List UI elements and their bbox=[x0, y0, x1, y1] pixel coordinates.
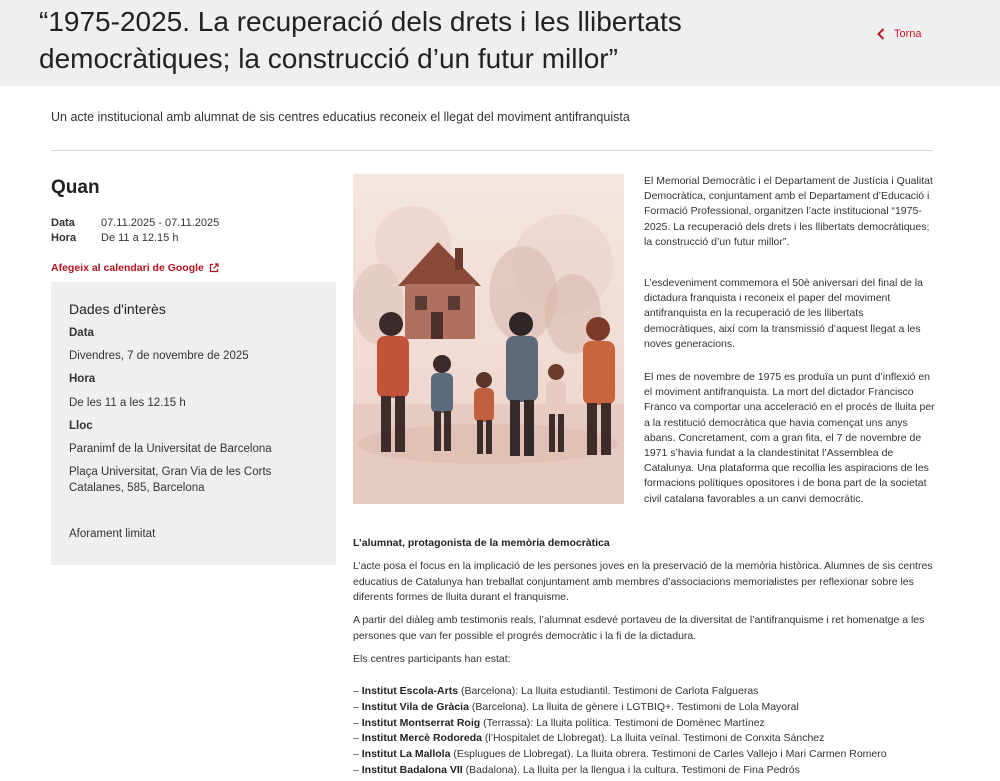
when-heading: Quan bbox=[51, 177, 100, 198]
when-date-label: Data bbox=[51, 217, 75, 229]
details-place-label: Lloc bbox=[69, 420, 93, 432]
list-bullet: – bbox=[353, 748, 362, 761]
back-link[interactable] bbox=[877, 28, 922, 40]
list-item bbox=[353, 763, 953, 779]
centre-name: Institut La Mallola bbox=[361, 748, 451, 761]
centre-description: (Badalona). La lluita per la llengua i la cultura. Testimoni de Fina Pedrós bbox=[462, 763, 800, 776]
details-date-label: Data bbox=[69, 327, 94, 339]
body-paragraph-4: L’acte posa el focus en la implicació de les persones joves en la preservació de la memòria històrica. Alumnes de sis centres educatius de Catalunya han treballat conjuntament amb membres d’associacions memorialistes per reflexionar sobre les diferents formes de lluita durant el franquisme. bbox=[353, 560, 933, 604]
when-time-row bbox=[51, 232, 178, 244]
body-paragraph-5: A partir del diàleg amb testimonis reals, l’alumnat esdevé portaveu de la diversitat de l’antifranquisme i ret homenatge a les persones que van fer possible el progrés democràtic i la fi de la dictadura. bbox=[353, 614, 925, 642]
centre-name: Institut Montserrat Roig bbox=[361, 716, 481, 729]
list-bullet: – bbox=[353, 685, 362, 697]
details-address-line1: Plaça Universitat, Gran Via de les Corts bbox=[69, 466, 272, 478]
section-heading: L’alumnat, protagonista de la memòria democràtica bbox=[353, 537, 610, 549]
page-subtitle: Un acte institucional amb alumnat de sis centres educatius reconeix el llegat del moviment antifranquista bbox=[51, 110, 630, 124]
list-bullet: – bbox=[353, 763, 362, 776]
list-item bbox=[353, 747, 953, 763]
centre-description: (Barcelona): La lluita estudiantil. Testimoni de Carlota Falgueras bbox=[458, 685, 759, 697]
details-box bbox=[51, 282, 336, 565]
details-date-value: Divendres, 7 de novembre de 2025 bbox=[69, 350, 249, 362]
body-paragraph-3: El mes de novembre de 1975 es produïa un punt d’inflexió en el moviment antifranquista. La mort del dictador Francisco Franco va comportar una acceleració en el procés de lluita per a la restitució democràtica que havia començat uns anys abans. Concretament, com a gran fita, el 7 de novembre de 1971 s’havia fundat a la clandestinitat l’Assemblea de Catalunya. Una plataforma que recollia les aspiracions de les formacions polítiques opositores i de bona part de la societat civil catalana favorables a un canvi democràtic. bbox=[644, 371, 935, 505]
details-capacity: Aforament limitat bbox=[69, 528, 156, 540]
centre-description: (Barcelona). La lluita de gènere i LGTBIQ+. Testimoni de Lola Mayoral bbox=[468, 700, 799, 713]
centre-name: Institut Vila de Gràcia bbox=[361, 700, 469, 713]
details-place-name: Paranimf de la Universitat de Barcelona bbox=[69, 443, 272, 455]
event-illustration bbox=[353, 174, 624, 504]
when-time-value: De 11 a 12.15 h bbox=[101, 232, 179, 244]
centres-list bbox=[353, 684, 953, 779]
body-paragraph-2: L’esdeveniment commemora el 50è aniversari del final de la dictadura franquista i reconeix el paper del moviment antifranquista en la recuperació de les llibertats democràtiques, així com la transmissió d’aquest llegat a les noves generacions. bbox=[644, 277, 923, 350]
details-time-label: Hora bbox=[69, 373, 96, 385]
list-item bbox=[353, 731, 953, 747]
list-bullet: – bbox=[353, 732, 362, 745]
centre-name: Institut Escola-Arts bbox=[361, 685, 459, 697]
page-header bbox=[0, 0, 1000, 86]
divider bbox=[51, 150, 933, 151]
details-heading: Dades d'interès bbox=[69, 301, 166, 317]
page-title: “1975-2025. La recuperació dels drets i les llibertats democràtiques; la construcció d’un futur millor” bbox=[39, 6, 682, 74]
back-label: Torna bbox=[894, 28, 922, 40]
list-item bbox=[353, 716, 953, 732]
google-calendar-label: Afegeix al calendari de Google bbox=[51, 262, 204, 274]
when-date-row bbox=[51, 217, 219, 229]
when-time-label: Hora bbox=[51, 232, 77, 244]
centre-name: Institut Mercè Rodoreda bbox=[361, 732, 482, 745]
details-time-value: De les 11 a les 12.15 h bbox=[69, 397, 186, 409]
centre-name: Institut Badalona VII bbox=[361, 763, 463, 776]
list-bullet: – bbox=[353, 700, 362, 713]
details-address-line2: Catalanes, 585, Barcelona bbox=[69, 482, 205, 494]
centre-description: (l’Hospitalet de Llobregat). La lluita veïnal. Testimoni de Conxita Sánchez bbox=[481, 732, 825, 745]
centre-description: (Terrassa): La lluita política. Testimoni de Domènec Martínez bbox=[480, 716, 765, 729]
body-paragraph-1: El Memorial Democràtic i el Departament de Justícia i Qualitat Democràtica, conjuntament amb el Departament d’Educació i Formació Professional, organitzen l’acte institucional “1975-2025. La recuperació dels drets i les llibertats democràtiques; la construcció d’un futur millor”. bbox=[644, 175, 933, 248]
list-bullet: – bbox=[353, 716, 362, 729]
google-calendar-link[interactable] bbox=[51, 262, 219, 274]
centre-description: (Esplugues de Llobregat). La lluita obrera. Testimoni de Carles Vallejo i Mari Carmen Romero bbox=[450, 748, 887, 761]
when-date-value: 07.11.2025 - 07.11.2025 bbox=[101, 217, 220, 229]
list-item bbox=[353, 700, 953, 716]
external-link-icon bbox=[209, 263, 219, 273]
list-item bbox=[353, 684, 953, 700]
body-paragraph-6: Els centres participants han estat: bbox=[353, 653, 511, 665]
chevron-left-icon bbox=[877, 28, 885, 40]
